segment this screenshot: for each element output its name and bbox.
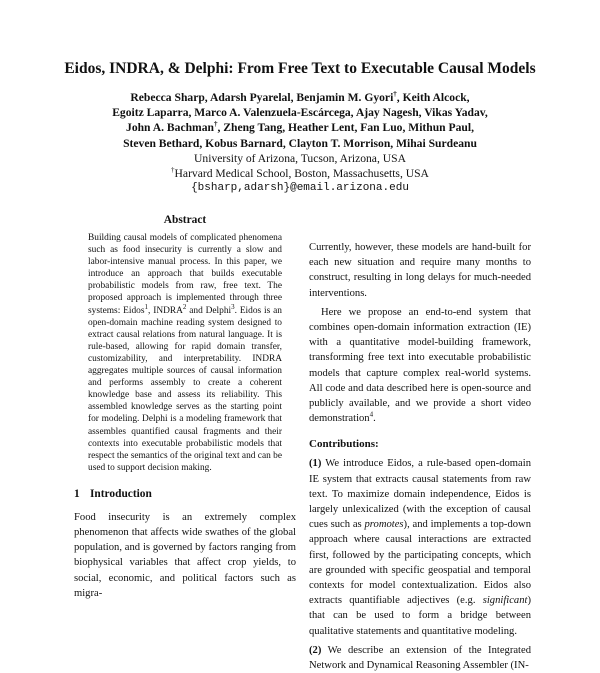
author-list [0,90,600,151]
right-column [309,240,531,673]
contribution-item-2: (2) We describe an extension of the Integrated Network and Dynamical Reasoning Assembler (IN- [309,644,531,672]
contributions-heading: Contributions: [309,438,379,451]
contribution-item-1: (1) We introduce Eidos, a rule-based open-domain IE system that extracts causal statements from raw text. To maximize domain independence, Eidos is largely unlexicalized (with the exception of causal cues such as promotes), and implements a top-down approach where causal interactions are extracted first, followed by the participating concepts, which are grounded with specific geospatial and temporal contexts for model contextualization. Eidos also extracts quantifiable adjectives (e.g. significant) that can be used to form a bridge between qualitative statements and quantitative modeling. [309,458,531,637]
abstract-heading: Abstract [163,214,207,226]
author-line-2: Egoitz Laparra, Marco A. Valenzuela-Escárcega, Ajay Nagesh, Vikas Yadav, [112,106,488,120]
left-column [74,214,296,601]
paper-title: Eidos, INDRA, & Delphi: From Free Text to Executable Causal Models [64,60,536,77]
abstract-text: Building causal models of complicated phenomena such as food insecurity is currently a slow and labor-intensive manual process. In this paper, we introduce an approach that builds executable probabilistic models from raw, free text. The proposed approach is implemented through three systems: Eidos$^1$, INDRA$^2$ and Delphi$^3$. Eidos is an open-domain machine reading system designed to extract causal relations from natural language. It is rule-based, allowing for rapid domain transfer, customizability, and interpretability. INDRA aggregates multiple sources of causal information and performs assembly to create a coherent knowledge base and assess its reliability. This assembled knowledge serves as the starting point for modeling. Delphi is a modeling framework that assembles quantified causal fragments and their contexts into executable probabilistic models that respect the semantics of the original text and can be used to support decision making. [88,233,282,473]
paragraph-currently: Currently, however, these models are hand-built for each new situation and require many months to construct, resulting in long delays for much-needed interventions. [309,242,531,299]
introduction-heading: 1 Introduction [74,487,152,500]
author-line-3: John A. Bachman†, Zheng Tang, Heather Lent, Fan Luo, Mithun Paul, [126,120,474,135]
affiliation-harvard: †Harvard Medical School, Boston, Massachusetts, USA [171,166,429,181]
paragraph-proposal: Here we propose an end-to-end system that combines open-domain information extraction (IE) with a quantitative model-building framework, transforming free text into executable probabilistic models that capture complex real-world systems. All code and data described here is open-source and publicly available, and we provide a short video demonstration$^4$. [309,306,531,425]
author-line-1: Rebecca Sharp, Adarsh Pyarelal, Benjamin M. Gyori†, Keith Alcock, [130,90,470,104]
author-line-4: Steven Bethard, Kobus Barnard, Clayton T. Morrison, Mihai Surdeanu [123,136,477,150]
affiliation-arizona: University of Arizona, Tucson, Arizona, USA [194,152,406,165]
author-email: {bsharp,adarsh}@email.arizona.edu [191,182,409,195]
introduction-text: Food insecurity is an extremely complex phenomenon that affects wide swathes of the global population, and is governed by factors ranging from biophysical variables that affect crop yields, to social, economic, and political factors such as migra- [74,511,296,599]
affiliations [0,151,600,197]
